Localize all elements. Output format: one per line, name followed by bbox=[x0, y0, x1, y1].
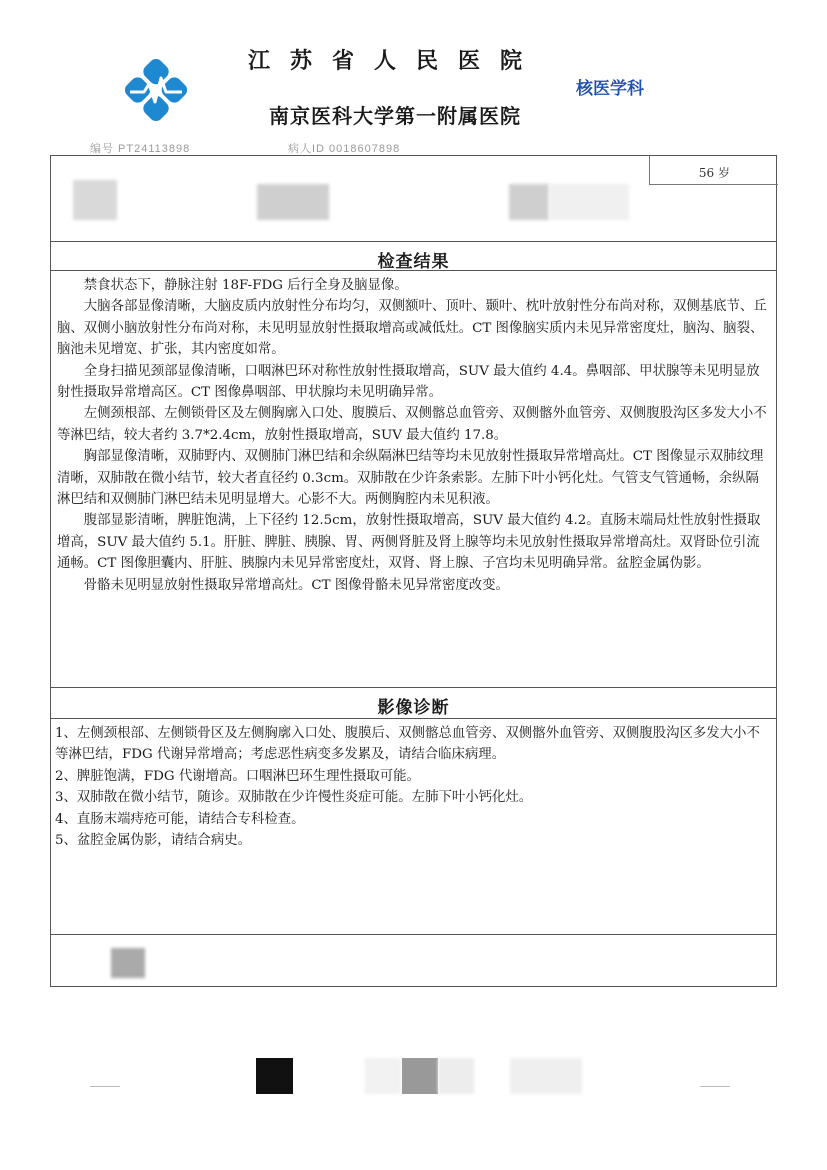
redacted-block-2 bbox=[365, 1058, 401, 1094]
divider-findings-title bbox=[51, 270, 776, 271]
report-frame bbox=[50, 155, 777, 987]
findings-paragraph: 全身扫描见颈部显像清晰，口咽淋巴环对称性放射性摄取增高，SUV 最大值约 4.4。鼻咽部、甲状腺等未见明显放射性摄取异常增高区。CT 图像鼻咽部、甲状腺均未见明确异常。 bbox=[57, 363, 760, 401]
findings-paragraph: 胸部显像清晰，双肺野内、双侧肺门淋巴结和余纵隔淋巴结等均未见放射性摄取异常增高灶。CT 图像显示双肺纹理清晰，双肺散在微小结节，较大者直径约 0.3cm。双肺散在少许条索影。左肺下叶小钙化灶。气管支气管通畅，余纵隔淋巴结和双侧肺门淋巴结未见明显增大。心影不大。两侧胸腔内未见积液。 bbox=[57, 449, 764, 508]
divider-diagnosis bbox=[51, 687, 776, 688]
diagnosis-body bbox=[55, 723, 770, 851]
redacted-patient-info bbox=[509, 184, 549, 220]
redacted-patient-info-2 bbox=[549, 184, 629, 220]
patient-age: 56 岁 bbox=[698, 166, 730, 180]
redacted-block-3 bbox=[402, 1058, 438, 1094]
diagnosis-item: 3、双肺散在微小结节，随诊。双肺散在少许慢性炎症可能。左肺下叶小钙化灶。 bbox=[55, 790, 533, 806]
divider-info bbox=[51, 241, 776, 242]
findings-paragraph: 大脑各部显像清晰，大脑皮质内放射性分布均匀，双侧额叶、顶叶、颞叶、枕叶放射性分布尚对称，双侧基底节、丘脑、双侧小脑放射性分布尚对称，未见明显放射性摄取增高或减低灶。CT 图像脑实质内未见异常密度灶，脑沟、脑裂、脑池未见增宽、扩张，其内密度如常。 bbox=[57, 299, 767, 358]
divider-signature bbox=[51, 934, 776, 935]
findings-paragraph: 腹部显影清晰，脾脏饱满，上下径约 12.5cm，放射性摄取增高，SUV 最大值约 4.2。直肠末端局灶性放射性摄取增高，SUV 最大值约 5.1。肝脏、脾脏、胰腺、胃、两侧肾脏及肾上腺等均未见放射性摄取异常增高灶。双肾卧位引流通畅。CT 图像胆囊内、肝脏、胰腺内未见异常密度灶，双肾、肾上腺、子宫均未见明确异常。盆腔金属伪影。 bbox=[57, 513, 761, 572]
diagnosis-item: 4、直肠末端痔疮可能，请结合专科检查。 bbox=[55, 811, 305, 827]
age-box-divider bbox=[649, 156, 650, 184]
redacted-signature bbox=[111, 948, 145, 978]
redacted-patient-name bbox=[73, 180, 117, 220]
age-box-bottom bbox=[649, 184, 778, 185]
report-number: 编号 PT24113898 bbox=[90, 143, 191, 155]
findings-body bbox=[57, 275, 770, 596]
diagnosis-item: 1、左侧颈根部、左侧锁骨区及左侧胸廓入口处、腹膜后、双侧髂总血管旁、双侧髂外血管旁、双侧腹股沟区多发大小不等淋巴结，FDG 代谢异常增高；考虑恶性病变多发累及，请结合临床病理。 bbox=[55, 726, 760, 763]
redacted-block-4 bbox=[438, 1058, 474, 1094]
hospital-logo bbox=[124, 58, 188, 122]
redacted-block-5 bbox=[510, 1058, 582, 1094]
hospital-subtitle: 南京医科大学第一附属医院 bbox=[269, 104, 521, 128]
redacted-block-1 bbox=[256, 1058, 293, 1094]
redacted-patient-sex bbox=[257, 184, 329, 220]
diagnosis-title: 影像诊断 bbox=[377, 698, 450, 718]
divider-diagnosis-title bbox=[51, 718, 776, 719]
bottom-rule-left bbox=[90, 1086, 120, 1087]
patient-id: 病人ID 0018607898 bbox=[288, 143, 401, 155]
diagnosis-item: 2、脾脏饱满，FDG 代谢增高。口咽淋巴环生理性摄取可能。 bbox=[55, 768, 420, 784]
department-label: 核医学科 bbox=[576, 79, 644, 99]
diagnosis-item: 5、盆腔金属伪影，请结合病史。 bbox=[55, 833, 251, 849]
hospital-name: 江苏省人民医院 bbox=[247, 48, 542, 74]
findings-paragraph: 禁食状态下，静脉注射 18F-FDG 后行全身及脑显像。 bbox=[83, 278, 408, 293]
findings-paragraph: 左侧颈根部、左侧锁骨区及左侧胸廓入口处、腹膜后、双侧髂总血管旁、双侧髂外血管旁、双侧腹股沟区多发大小不等淋巴结，较大者约 3.7*2.4cm，放射性摄取增高，SUV 最大值约 17.8。 bbox=[57, 406, 767, 443]
findings-title: 检查结果 bbox=[377, 252, 450, 272]
bottom-rule-right bbox=[700, 1086, 730, 1087]
findings-paragraph: 骨骼未见明显放射性摄取异常增高灶。CT 图像骨骼未见异常密度改变。 bbox=[83, 577, 509, 593]
